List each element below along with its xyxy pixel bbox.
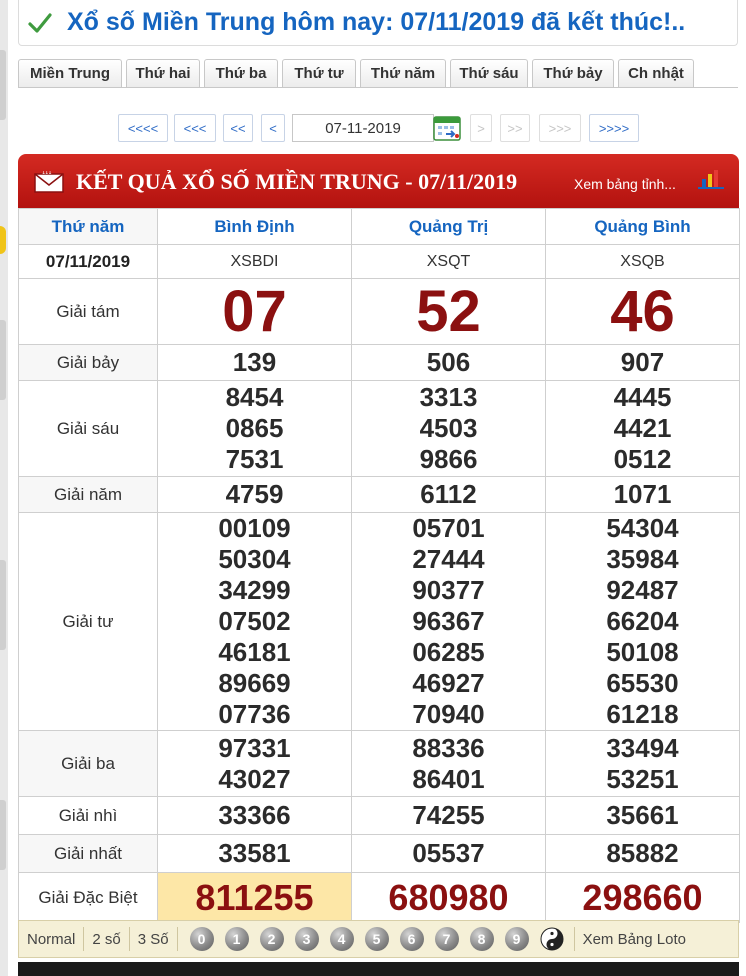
page-title: Xổ số Miền Trung hôm nay: 07/11/2019 đã kết thúc!.. [67, 8, 686, 36]
prize-number: 27444 [412, 544, 485, 574]
prize-number: 35984 [606, 544, 679, 574]
tab-chu-nhat[interactable]: Ch nhật [618, 59, 694, 87]
results-table [18, 208, 740, 923]
prize-label-g6: Giải sáu [19, 381, 158, 477]
two-digit-button[interactable]: 2 số [84, 927, 129, 951]
next-button[interactable]: > [470, 114, 492, 142]
prize-g5-value: 4759 [158, 477, 352, 513]
prize-g6-cell [352, 381, 546, 477]
special-prize-value: 680980 [352, 873, 546, 923]
bar-chart-icon[interactable] [698, 168, 724, 190]
province-code: XSBDI [158, 245, 352, 279]
digit-ball[interactable]: 1 [225, 927, 249, 951]
digit-ball[interactable]: 6 [400, 927, 424, 951]
digit-ball[interactable]: 4 [330, 927, 354, 951]
prize-number: 61218 [606, 699, 679, 729]
prize-number: 3313 [419, 382, 478, 412]
prize-number: 8454 [225, 382, 284, 412]
prize-number: 34299 [218, 575, 291, 605]
digit-ball[interactable]: 0 [190, 927, 214, 951]
prize-g1-value: 85882 [546, 835, 740, 873]
prize-g2-value: 33366 [158, 797, 352, 835]
special-prize-value: 811255 [158, 873, 352, 923]
prize-number: 05701 [412, 513, 485, 543]
digit-ball[interactable]: 2 [260, 927, 284, 951]
digit-ball[interactable]: 3 [295, 927, 319, 951]
prize-label-g2: Giải nhì [19, 797, 158, 835]
prize-number: 96367 [412, 606, 485, 636]
prize-g2-value: 74255 [352, 797, 546, 835]
normal-view-button[interactable]: Normal [19, 927, 84, 951]
province-table-link[interactable]: Xem bảng tỉnh... [574, 176, 676, 192]
province-header[interactable]: Quảng Bình [546, 209, 740, 245]
prize-number: 00109 [218, 513, 291, 543]
prize-number: 97331 [218, 732, 291, 763]
svg-text:111: 111 [42, 171, 52, 176]
digit-ball[interactable]: 5 [365, 927, 389, 951]
edge-mark [0, 50, 6, 120]
panel-header [18, 154, 739, 208]
prize-g5-value: 1071 [546, 477, 740, 513]
special-prize-value: 298660 [546, 873, 740, 923]
prize-number: 0512 [613, 444, 672, 474]
prize-g1-value: 05537 [352, 835, 546, 873]
province-header[interactable]: Bình Định [158, 209, 352, 245]
prize-label-g4: Giải tư [19, 513, 158, 731]
prev-button[interactable]: < [261, 114, 285, 142]
prize-number: 4421 [613, 413, 672, 443]
prize-number: 92487 [606, 575, 679, 605]
prize-g6-cell [158, 381, 352, 477]
prize-number: 4503 [419, 413, 478, 443]
province-header[interactable]: Quảng Trị [352, 209, 546, 245]
prize-g8-value: 46 [546, 279, 740, 345]
prize-number: 46181 [218, 637, 291, 667]
tab-thu-bay[interactable]: Thứ bảy [532, 59, 614, 87]
date-cell: 07/11/2019 [19, 245, 158, 279]
prize-number: 06285 [412, 637, 485, 667]
edge-mark [0, 800, 6, 870]
tab-thu-sau[interactable]: Thứ sáu [450, 59, 528, 87]
page-header [18, 0, 738, 46]
prize-g4-cell [546, 513, 740, 731]
left-edge-strip [0, 0, 8, 976]
prize-label-g8: Giải tám [19, 279, 158, 345]
digit-ball[interactable]: 9 [505, 927, 529, 951]
prize-g7-value: 139 [158, 345, 352, 381]
date-pager [0, 114, 746, 142]
prize-number: 4445 [613, 382, 672, 412]
tabs-underline [18, 87, 738, 88]
digit-ball[interactable]: 7 [435, 927, 459, 951]
bottom-bar [18, 962, 739, 976]
tab-thu-hai[interactable]: Thứ hai [126, 59, 200, 87]
prize-g4-cell [352, 513, 546, 731]
prize-label-g1: Giải nhất [19, 835, 158, 873]
prize-label-g5: Giải năm [19, 477, 158, 513]
edge-indicator [0, 226, 6, 254]
prize-g1-value: 33581 [158, 835, 352, 873]
tab-thu-ba[interactable]: Thứ ba [204, 59, 278, 87]
next-3-button[interactable]: >>> [539, 114, 581, 142]
prize-g4-cell [158, 513, 352, 731]
next-2-button[interactable]: >> [500, 114, 530, 142]
view-loto-link[interactable]: Xem Bảng Loto [574, 927, 686, 951]
prize-number: 65530 [606, 668, 679, 698]
prize-number: 33494 [606, 732, 679, 763]
last-page-button[interactable]: >>>> [589, 114, 639, 142]
tab-mien-trung[interactable]: Miền Trung [18, 59, 122, 87]
edge-mark [0, 560, 6, 650]
result-panel [18, 154, 739, 962]
prize-number: 70940 [412, 699, 485, 729]
province-code: XSQB [546, 245, 740, 279]
prize-g3-cell [546, 731, 740, 797]
loto-filter-bar [18, 920, 739, 958]
prize-g8-value: 07 [158, 279, 352, 345]
first-page-button[interactable]: <<<< [118, 114, 168, 142]
digit-filter [190, 927, 574, 951]
prize-number: 89669 [218, 668, 291, 698]
date-input[interactable]: 07-11-2019 [292, 114, 434, 142]
prize-number: 07502 [218, 606, 291, 636]
prize-number: 53251 [606, 763, 679, 794]
prize-number: 9866 [419, 444, 478, 474]
prize-number: 0865 [225, 413, 284, 443]
prize-g5-value: 6112 [352, 477, 546, 513]
prize-g7-value: 907 [546, 345, 740, 381]
prize-number: 50108 [606, 637, 679, 667]
prize-label-g7: Giải bảy [19, 345, 158, 381]
prize-number: 07736 [218, 699, 291, 729]
prev-3-button[interactable]: <<< [174, 114, 216, 142]
panel-title: KẾT QUẢ XỔ SỐ MIỀN TRUNG - 07/11/2019 [76, 169, 518, 194]
tab-thu-nam[interactable]: Thứ năm [360, 59, 446, 87]
prize-number: 46927 [412, 668, 485, 698]
prize-g7-value: 506 [352, 345, 546, 381]
prize-number: 86401 [412, 763, 485, 794]
prize-g8-value: 52 [352, 279, 546, 345]
prize-number: 66204 [606, 606, 679, 636]
prize-g6-cell [546, 381, 740, 477]
prize-label-special: Giải Đặc Biệt [19, 873, 158, 923]
prev-2-button[interactable]: << [223, 114, 253, 142]
three-digit-button[interactable]: 3 Số [130, 927, 178, 951]
province-code: XSQT [352, 245, 546, 279]
envelope-icon [34, 171, 64, 193]
digit-ball[interactable]: 8 [470, 927, 494, 951]
prize-label-g3: Giải ba [19, 731, 158, 797]
prize-number: 50304 [218, 544, 291, 574]
prize-g3-cell [352, 731, 546, 797]
tab-thu-tu[interactable]: Thứ tư [282, 59, 356, 87]
calendar-icon[interactable] [432, 114, 462, 142]
day-header: Thứ năm [19, 209, 158, 245]
prize-number: 88336 [412, 732, 485, 763]
check-icon [27, 10, 53, 36]
prize-g2-value: 35661 [546, 797, 740, 835]
yin-yang-icon[interactable] [540, 927, 564, 951]
prize-number: 54304 [606, 513, 679, 543]
prize-number: 43027 [218, 763, 291, 794]
prize-number: 90377 [412, 575, 485, 605]
day-tabs [18, 59, 698, 87]
prize-g3-cell [158, 731, 352, 797]
prize-number: 7531 [225, 444, 284, 474]
edge-mark [0, 320, 6, 400]
